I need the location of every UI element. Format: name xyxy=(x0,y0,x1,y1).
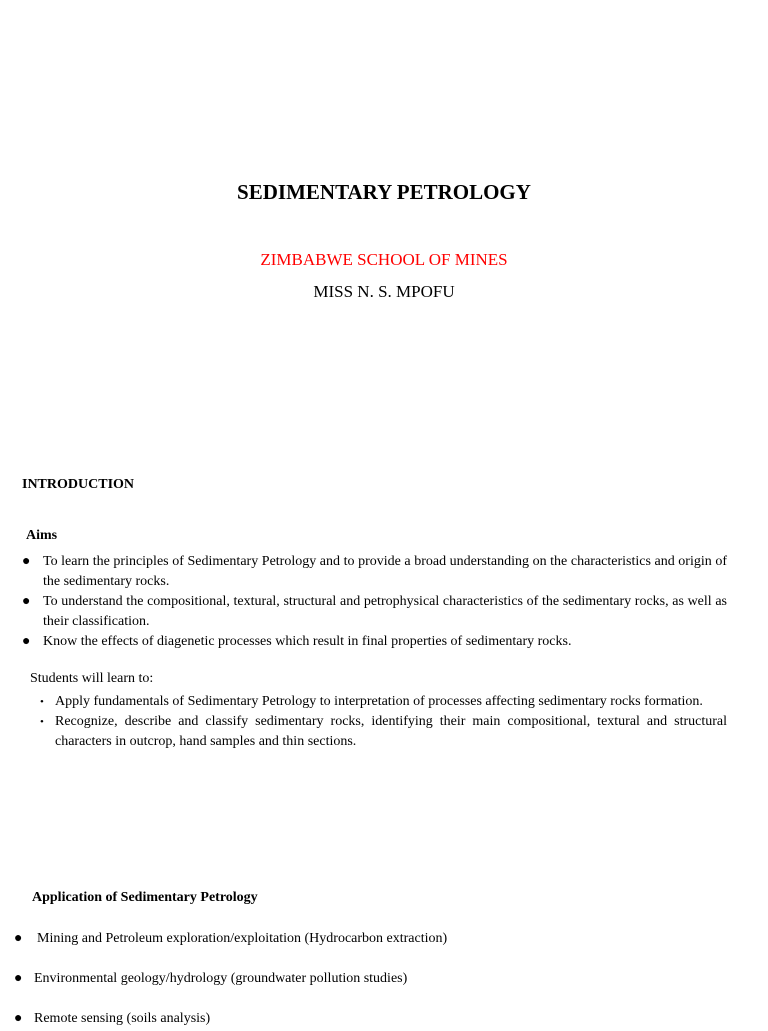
bullet-icon: ● xyxy=(14,1011,23,1026)
list-item: ● Environmental geology/hydrology (groundwater pollution studies) xyxy=(14,971,408,986)
students-intro: Students will learn to: xyxy=(30,671,154,686)
list-item: ● Remote sensing (soils analysis) xyxy=(14,1011,211,1026)
list-item: • Recognize, describe and classify sedimentary rocks, identifying their main compositional, textural and structural characters in outcrop, hand samples and thin sections. xyxy=(40,714,727,749)
bullet-icon: ● xyxy=(14,971,23,986)
introduction-heading: INTRODUCTION xyxy=(22,477,135,492)
bullet-icon: ● xyxy=(22,634,31,649)
list-item: ● To understand the compositional, textural, structural and petrophysical characteristics of the sedimentary rocks, as well as their classification. xyxy=(22,594,727,629)
bullet-icon: • xyxy=(40,716,44,728)
application-heading: Application of Sedimentary Petrology xyxy=(32,890,258,905)
author-name: MISS N. S. MPOFU xyxy=(313,282,455,301)
outcomes-list xyxy=(38,692,727,752)
list-item: ● To learn the principles of Sedimentary Petrology and to provide a broad understanding on the characteristics and origin of the sedimentary rocks. xyxy=(22,554,727,589)
bullet-icon: • xyxy=(40,696,44,708)
document-title: SEDIMENTARY PETROLOGY xyxy=(237,180,531,204)
list-item: ● Mining and Petroleum exploration/exploitation (Hydrocarbon extraction) xyxy=(14,931,448,946)
bullet-icon: ● xyxy=(22,594,31,609)
list-item: ● Know the effects of diagenetic processes which result in final properties of sedimentary rocks. xyxy=(22,632,727,652)
bullet-icon: ● xyxy=(22,554,31,569)
institution-name: ZIMBABWE SCHOOL OF MINES xyxy=(260,250,508,269)
aims-list xyxy=(22,552,727,653)
bullet-icon: ● xyxy=(14,931,23,946)
aims-heading: Aims xyxy=(26,528,58,543)
list-item: • Apply fundamentals of Sedimentary Petrology to interpretation of processes affecting sedimentary rocks formation. xyxy=(38,692,727,712)
